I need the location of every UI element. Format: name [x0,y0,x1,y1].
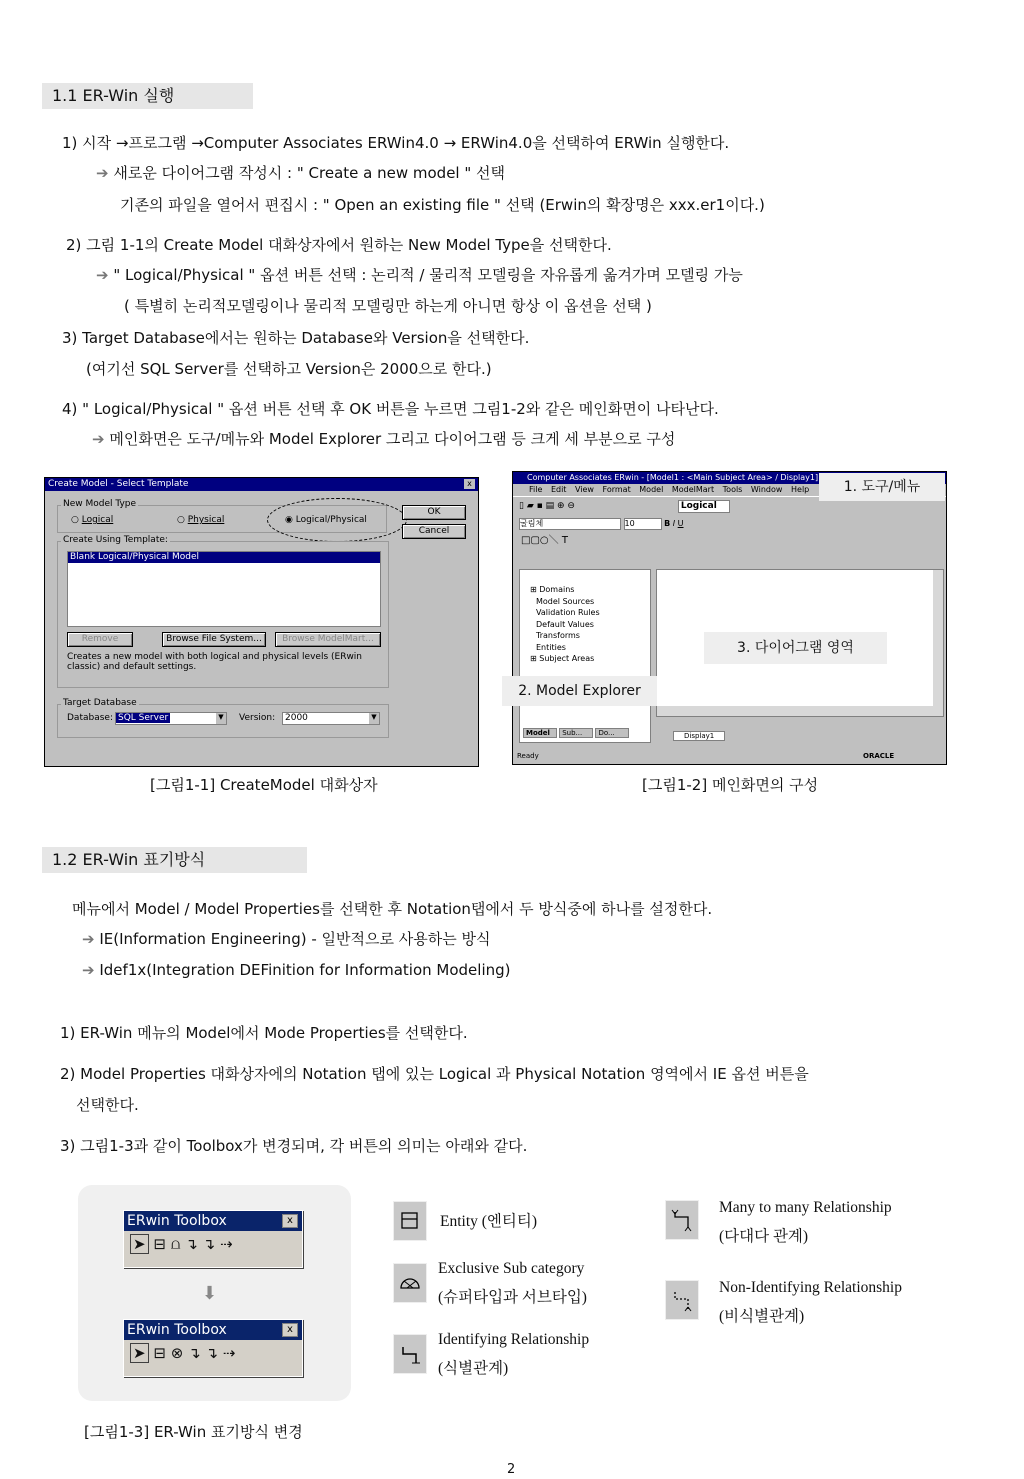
step-3: 3) Target Database에서는 원하는 Database와 Version을 선택한다. [62,329,530,347]
notation-idef1x: ➔ Idef1x(Integration DEFinition for Information Modeling) [82,961,511,979]
step-1: 1) 시작 →프로그램 →Computer Associates ERWin4.0 → ERWin4.0을 선택하여 ERWin 실행한다. [62,134,730,152]
display-tab[interactable]: Display1 [673,731,725,741]
close-icon[interactable]: x [464,479,475,489]
toolbox-title: ERwin Toolbox [127,1322,227,1338]
menu-window[interactable]: Window [750,485,783,494]
tab-subject[interactable]: Sub... [559,728,593,738]
fontsize-select[interactable]: 10 [624,518,662,530]
arrow-right-icon: ➔ [92,430,105,448]
tree-domains[interactable]: ⊞ Domains [530,585,575,594]
callout-model-explorer: 2. Model Explorer [502,676,657,706]
step-4: 4) " Logical/Physical " 옵션 버튼 선택 후 OK 버튼을 누르면 그림1-2와 같은 메인화면이 나타난다. [62,400,719,418]
template-list[interactable] [67,551,381,627]
pointer-icon[interactable]: ➤ [130,1234,149,1254]
legend-identifying-label: Identifying Relationship (식별관계) [438,1331,590,1377]
section-title-2: 1.2 ER-Win 표기방식 [42,847,307,873]
caption-fig2: [그림1-2] 메인화면의 구성 [642,776,819,794]
menu-model[interactable]: Model [639,485,664,494]
tree-default-values[interactable]: Default Values [536,619,594,629]
notation-ie: ➔ IE(Information Engineering) - 일반적으로 사용하는 방식 [82,930,491,948]
many-to-many-icon[interactable]: ↴ [205,1344,219,1362]
main-title: Computer Associates ERwin - [Model1 : <Main Subject Area> / Display1] [527,473,819,482]
non-identifying-icon[interactable]: ⇢ [219,1235,233,1253]
ok-button[interactable]: OK [402,505,466,520]
non-identifying-icon[interactable]: ⇢ [222,1344,236,1362]
dropdown-arrow-icon[interactable]: ▼ [216,713,226,724]
step-1-sub-2: 기존의 파일을 열어서 편집시 : " Open an existing file " 선택 (Erwin의 확장명은 xxx.er1이다.) [120,196,765,214]
non-identifying-icon [665,1280,699,1320]
step2-1: 1) ER-Win 메뉴의 Model에서 Mode Properties를 선택한다. [60,1024,468,1042]
close-icon[interactable]: x [282,1323,298,1337]
arrow-right-icon: ➔ [82,961,95,979]
vertical-scrollbar[interactable] [933,570,943,716]
identifying-icon[interactable]: ↴ [188,1344,201,1362]
legend-entity-label: Entity (엔티티) [440,1213,538,1230]
text-icon[interactable]: T [558,535,568,546]
print-icon[interactable]: ▤ [545,501,555,511]
menu-modelmart[interactable]: ModelMart [671,485,715,494]
identifying-icon[interactable]: ↴ [185,1235,198,1253]
notation-intro: 메뉴에서 Model / Model Properties를 선택한 후 Notation탭에서 두 방식중에 하나를 설정한다. [72,900,713,918]
menu-tools[interactable]: Tools [722,485,743,494]
tree-model-sources[interactable]: Model Sources [536,596,595,606]
caption-fig1: [그림1-1] CreateModel 대화상자 [150,776,378,794]
tab-domain[interactable]: Do... [595,728,629,738]
callout-toolbar-menu: 1. 도구/메뉴 [819,473,945,501]
cancel-button[interactable]: Cancel [402,524,466,539]
toolbox-before [123,1210,303,1268]
toolbox-title: ERwin Toolbox [127,1213,227,1229]
caption-fig3: [그림1-3] ER-Win 표기방식 변경 [84,1423,303,1441]
step2-2-cont: 선택한다. [76,1096,139,1114]
arrow-right-icon: ➔ [82,930,95,948]
page-number: 2 [507,1462,516,1477]
step-4-sub: ➔ 메인화면은 도구/메뉴와 Model Explorer 그리고 다이어그램 등 크게 세 부분으로 구성 [92,430,676,448]
entity-icon[interactable]: ⊟ [153,1235,166,1253]
version-label: Version: [239,713,276,723]
font-select[interactable]: 굴림체 [519,518,621,530]
create-model-dialog [44,477,479,767]
toolbox-after [123,1319,303,1377]
pointer-icon[interactable]: ➤ [130,1343,149,1363]
step-2: 2) 그림 1-1의 Create Model 대화상자에서 원하는 New Model Type을 선택한다. [66,236,612,254]
subcategory-icon [393,1263,427,1303]
dialog-title: Create Model - Select Template [48,479,189,489]
new-icon[interactable]: ▯ [519,501,524,511]
legend-non-identifying-label: Non-Identifying Relationship (비식별관계) [719,1279,902,1325]
erwin-main-window [512,471,947,765]
open-icon[interactable]: ▰ [526,501,534,511]
model-explorer-pane[interactable] [519,569,651,743]
entity-icon[interactable]: ⊟ [153,1344,166,1362]
radio-logical-physical[interactable]: ◉ Logical/Physical [285,515,367,525]
ellipse-icon[interactable]: ○ [539,535,549,546]
radio-physical[interactable]: ○ Physical [177,515,225,525]
template-description: Creates a new model with both logical and physical levels (ERwin classic) and default settings. [67,652,363,672]
remove-button[interactable]: Remove [67,632,133,647]
arrow-down-icon: ⬇ [202,1283,218,1304]
status-ready: Ready [517,752,539,760]
menu-edit[interactable]: Edit [550,485,567,494]
zoom-in-icon[interactable]: ⊕ [557,501,565,511]
zoom-out-icon[interactable]: ⊖ [567,501,575,511]
save-icon[interactable]: ▪ [536,501,543,511]
arrow-right-icon: ➔ [96,266,109,284]
horizontal-scrollbar[interactable] [657,706,933,716]
underline-icon[interactable]: U [677,519,684,528]
level-select[interactable]: Logical [678,500,730,513]
status-db: ORACLE [863,752,895,760]
many-to-many-icon[interactable]: ↴ [202,1235,216,1253]
menu-format[interactable]: Format [602,485,631,494]
tree-subject-areas[interactable]: ⊞ Subject Areas [530,654,595,663]
close-icon[interactable]: x [282,1214,298,1228]
browse-modelmart-button[interactable]: Browse ModelMart... [275,632,381,647]
toolbar-3 [513,533,946,549]
explorer-tabs [523,728,629,738]
menu-file[interactable]: File [529,485,543,494]
subcategory-icon[interactable]: ⊗ [170,1344,184,1362]
new-model-type-label: New Model Type [63,499,137,509]
toolbox-tools [124,1231,302,1253]
browse-file-button[interactable]: Browse File System... [162,632,266,647]
radio-logical[interactable]: ○ Logical [71,515,114,525]
italic-icon[interactable]: I [672,519,676,528]
status-bar [513,750,946,762]
step-2-sub-1: ➔ " Logical/Physical " 옵션 버튼 선택 : 논리적 / 물리적 모델링을 자유롭게 옮겨가며 모델링 가능 [96,266,743,284]
rectangle-icon[interactable]: □ [521,535,531,546]
database-label: Database: [67,713,113,723]
rounded-rect-icon[interactable]: ▢ [530,535,540,546]
toolbox-tools [124,1340,302,1362]
target-db-label: Target Database [63,698,137,708]
tree-entities[interactable]: Entities [536,642,566,652]
highlight-ellipse [267,498,407,542]
dialog-titlebar [45,478,478,491]
template-item[interactable]: Blank Logical/Physical Model [68,552,380,563]
legend-many-to-many-label: Many to many Relationship (다대다 관계) [719,1199,892,1245]
line-icon[interactable]: ＼ [548,535,559,546]
section-title-1: 1.1 ER-Win 실행 [42,83,253,109]
database-select[interactable]: SQL Server ▼ [115,712,227,725]
step2-2: 2) Model Properties 대화상자에의 Notation 탭에 있는 Logical 과 Physical Notation 영역에서 IE 옵션 버튼을 [60,1065,809,1083]
arrow-right-icon: ➔ [96,164,109,182]
entity-icon [393,1201,427,1241]
step2-3: 3) 그림1-3과 같이 Toolbox가 변경되며, 각 버튼의 의미는 아래와 같다. [60,1137,528,1155]
callout-diagram-area: 3. 다이어그램 영역 [704,632,887,664]
tree-transforms[interactable]: Transforms [536,631,580,640]
tree-validation-rules[interactable]: Validation Rules [536,608,600,617]
identifying-icon [393,1334,427,1374]
menu-view[interactable]: View [574,485,594,494]
toolbar-2 [513,515,946,533]
step-2-sub-2: ( 특별히 논리적모델링이나 물리적 모델링만 하는게 아니면 항상 이 옵션을 선택 ) [124,297,652,315]
step-1-sub-1: ➔ 새로운 다이어그램 작성시 : " Create a new model " 선택 [96,164,506,182]
version-select[interactable]: 2000 ▼ [282,712,380,725]
create-using-label: Create Using Template: [63,535,168,545]
tab-model[interactable]: Model [523,728,557,738]
bold-icon[interactable]: B [664,519,671,528]
menu-help[interactable]: Help [791,485,810,494]
dropdown-arrow-icon[interactable]: ▼ [369,713,379,724]
step-3-sub: (여기선 SQL Server를 선택하고 Version은 2000으로 한다.) [86,360,492,378]
legend-subcategory-label: Exclusive Sub category (슈퍼타입과 서브타입) [438,1260,587,1306]
many-to-many-icon [665,1200,699,1240]
category-icon[interactable]: ⩍ [170,1235,181,1253]
